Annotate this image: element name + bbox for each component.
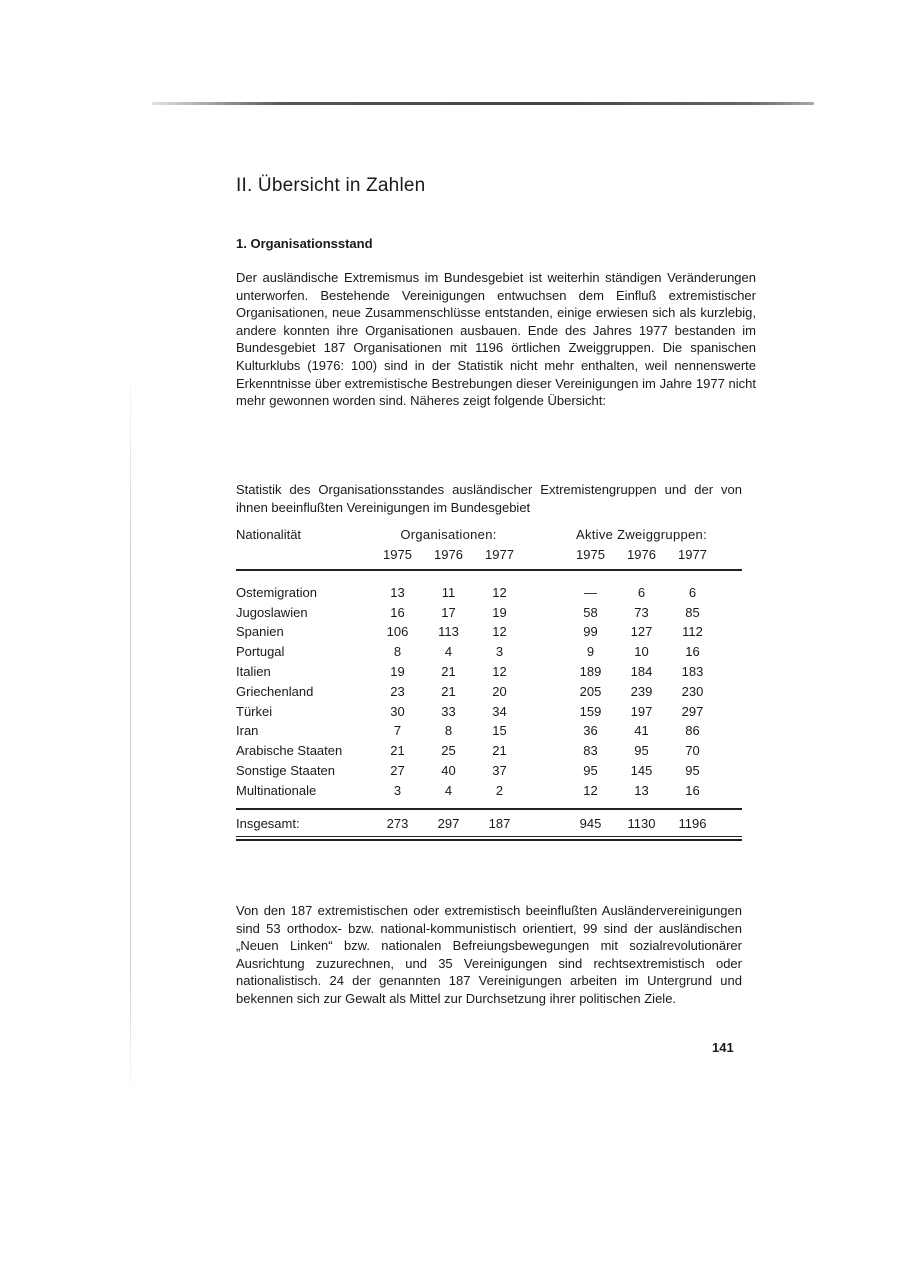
- table-row: [236, 780, 742, 800]
- table-cell: 112: [682, 624, 703, 640]
- table-cell: 16: [685, 644, 700, 660]
- table-cell: 25: [441, 743, 456, 759]
- table-cell: 86: [685, 723, 700, 739]
- row-label: Multinationale: [236, 782, 317, 798]
- total-row: [236, 813, 742, 834]
- table-body: [236, 583, 742, 801]
- table-cell: 95: [634, 743, 649, 759]
- double-rule-top: [236, 836, 742, 838]
- total-cell: 187: [488, 815, 511, 831]
- table-cell: 21: [390, 743, 405, 759]
- table-cell: 13: [634, 782, 649, 798]
- row-label: Jugoslawien: [236, 604, 308, 620]
- table-cell: 239: [630, 683, 653, 699]
- total-cell: 1130: [627, 815, 656, 831]
- table-cell: 40: [441, 763, 456, 779]
- table-cell: 12: [492, 584, 507, 600]
- year-header: 1976: [627, 546, 656, 562]
- table-cell: 12: [492, 624, 507, 640]
- row-label: Ostemigration: [236, 584, 317, 600]
- table-cell: 6: [637, 584, 646, 600]
- table-cell: 21: [441, 664, 456, 680]
- row-label: Portugal: [236, 644, 285, 660]
- year-header: 1975: [576, 546, 605, 562]
- row-label: Spanien: [236, 624, 284, 640]
- row-label: Iran: [236, 723, 259, 739]
- table-caption: Statistik des Organisationsstandes ausländischer Extremistengruppen und der von ihnen beeinflußten Vereinigungen im Bundesgebiet: [236, 482, 742, 515]
- scan-left-edge-shadow: [130, 360, 131, 1100]
- total-cell: 945: [579, 815, 602, 831]
- statistics-table: [236, 524, 742, 841]
- row-label: Arabische Staaten: [236, 743, 343, 759]
- table-cell: 6: [688, 584, 697, 600]
- total-cell: 297: [437, 815, 460, 831]
- table-cell: 189: [579, 664, 602, 680]
- nationality-header: Nationalität: [236, 526, 302, 542]
- table-row: [236, 622, 742, 642]
- table-cell: 85: [685, 604, 700, 620]
- table-cell: —: [584, 584, 597, 600]
- table-cell: 10: [634, 644, 649, 660]
- table-cell: 58: [583, 604, 598, 620]
- table-cell: 41: [634, 723, 649, 739]
- table-cell: 3: [393, 782, 402, 798]
- branch-groups-group-header: Aktive Zweiggruppen:: [575, 526, 707, 542]
- table-cell: 12: [492, 664, 507, 680]
- table-cell: 106: [386, 624, 409, 640]
- row-label: Griechenland: [236, 683, 314, 699]
- table-cell: 4: [444, 644, 453, 660]
- year-header: 1975: [383, 546, 412, 562]
- total-cell: 1196: [678, 815, 707, 831]
- table-cell: 21: [492, 743, 507, 759]
- table-row: [236, 761, 742, 781]
- table-cell: 16: [390, 604, 405, 620]
- table-cell: 95: [685, 763, 700, 779]
- table-year-row: [236, 544, 742, 564]
- table-cell: 19: [492, 604, 507, 620]
- table-row: [236, 741, 742, 761]
- table-cell: 145: [630, 763, 653, 779]
- total-rule: [236, 808, 742, 810]
- table-row: [236, 681, 742, 701]
- header-rule: [236, 569, 742, 571]
- total-label: Insgesamt:: [236, 815, 300, 831]
- table-cell: 13: [390, 584, 405, 600]
- table-cell: 9: [586, 644, 595, 660]
- year-header: 1977: [678, 546, 707, 562]
- scan-top-edge-rule: [152, 102, 814, 105]
- table-row: [236, 701, 742, 721]
- table-cell: 17: [441, 604, 456, 620]
- intro-paragraph: Der ausländische Extremismus im Bundesgebiet ist weiterhin ständigen Veränderungen unterworfen. Bestehende Vereinigungen entwuchsen dem Einfluß extremistischer Organisationen, neue Zusammenschlüsse entstanden, einige erwiesen sich als kurzlebig, andere konnten ihre Organisationen ausbauen. Ende des Jahres 1977 bestanden im Bundesgebiet 187 Organisationen mit 1196 örtlichen Zweiggruppen. Die spanischen Kulturklubs (1976: 100) sind in der Statistik nicht mehr enthalten, weil nennenswerte Erkenntnisse über extremistische Bestrebungen dieser Vereinigungen im Jahre 1977 nicht mehr gewonnen worden sind. Näheres zeigt folgende Übersicht:: [236, 270, 756, 409]
- table-cell: 11: [441, 584, 456, 600]
- table-cell: 33: [441, 703, 456, 719]
- table-cell: 159: [579, 703, 602, 719]
- table-cell: 21: [441, 683, 456, 699]
- table-cell: 230: [681, 683, 704, 699]
- table-cell: 7: [393, 723, 402, 739]
- table-cell: 197: [630, 703, 653, 719]
- year-header: 1977: [485, 546, 514, 562]
- organisations-group-header: Organisationen:: [400, 526, 497, 542]
- table-cell: 95: [583, 763, 598, 779]
- table-cell: 73: [634, 604, 649, 620]
- table-row: [236, 662, 742, 682]
- row-label: Sonstige Staaten: [236, 763, 336, 779]
- table-cell: 23: [390, 683, 405, 699]
- table-cell: 20: [492, 683, 507, 699]
- year-header: 1976: [434, 546, 463, 562]
- table-row: [236, 642, 742, 662]
- table-cell: 34: [492, 703, 507, 719]
- table-cell: 297: [681, 703, 704, 719]
- total-cell: 273: [386, 815, 409, 831]
- table-cell: 30: [390, 703, 405, 719]
- table-cell: 83: [583, 743, 598, 759]
- table-header-row: [236, 524, 742, 544]
- table-cell: 183: [681, 664, 704, 680]
- table-cell: 19: [390, 664, 405, 680]
- page-title: II. Übersicht in Zahlen: [236, 175, 426, 196]
- row-label: Türkei: [236, 703, 273, 719]
- table-cell: 8: [444, 723, 453, 739]
- table-cell: 127: [630, 624, 653, 640]
- row-label: Italien: [236, 664, 271, 680]
- table-cell: 37: [492, 763, 507, 779]
- table-cell: 36: [583, 723, 598, 739]
- table-cell: 16: [685, 782, 700, 798]
- table-cell: 2: [495, 782, 504, 798]
- table-cell: 70: [685, 743, 700, 759]
- table-cell: 99: [583, 624, 598, 640]
- closing-paragraph: Von den 187 extremistischen oder extremistisch beeinflußten Ausländervereinigungen sind 53 orthodox- bzw. national-kommunistisch orientiert, 99 sind der ausländischen „Neuen Linken“ bzw. nationalen Befreiungsbewegungen mit sozialrevolutionärer Ausrichtung zuzurechnen, und 35 Vereinigungen sind rechtsextremistisch oder nationalistisch. 24 der genannten 187 Vereinigungen arbeiten im Untergrund und bekennen sich zur Gewalt als Mittel zur Durchsetzung ihrer politischen Ziele.: [236, 903, 742, 1006]
- section-heading: 1. Organisationsstand: [236, 236, 373, 251]
- table-row: [236, 721, 742, 741]
- table-cell: 15: [492, 723, 507, 739]
- double-rule-bottom: [236, 839, 742, 841]
- table-cell: 4: [444, 782, 453, 798]
- table-cell: 8: [393, 644, 402, 660]
- table-cell: 113: [438, 624, 459, 640]
- page-number: 141: [712, 1040, 734, 1055]
- table-cell: 27: [390, 763, 405, 779]
- table-cell: 184: [630, 664, 653, 680]
- table-cell: 205: [579, 683, 602, 699]
- table-cell: 12: [583, 782, 598, 798]
- table-row: [236, 583, 742, 603]
- table-cell: 3: [495, 644, 504, 660]
- table-row: [236, 602, 742, 622]
